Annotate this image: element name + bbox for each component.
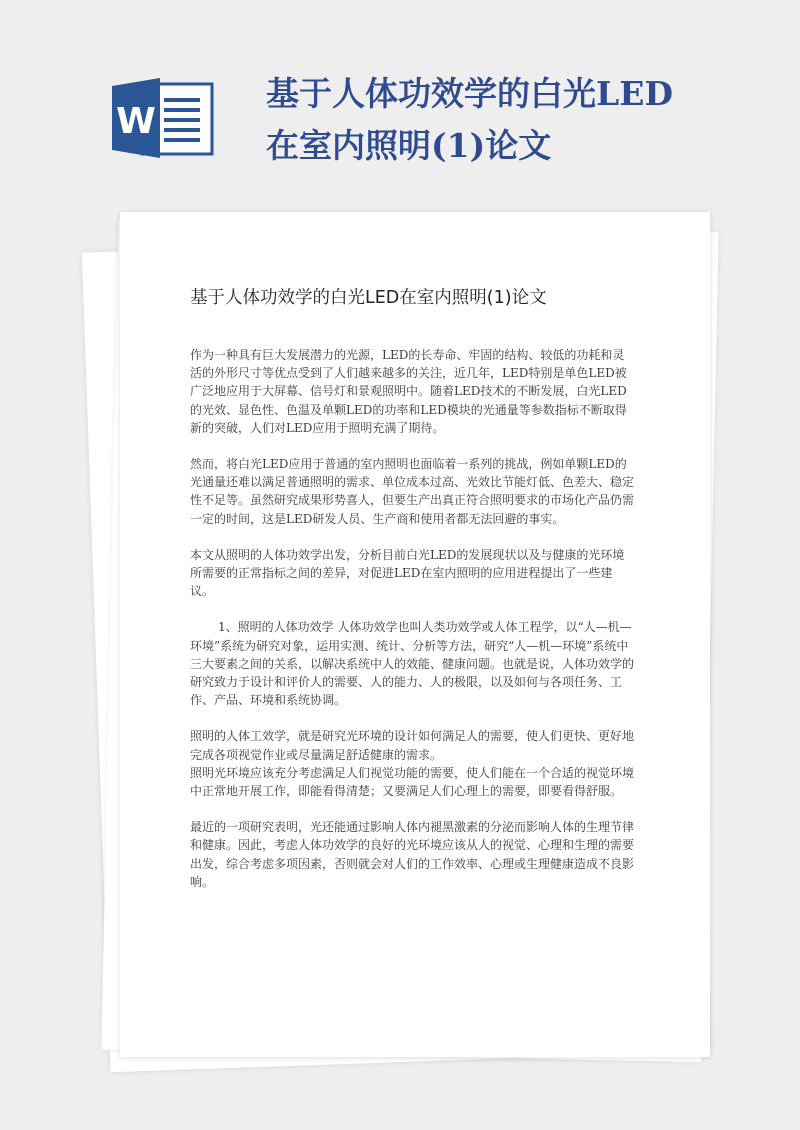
paragraph-4: 1、照明的人体功效学 人体功效学也叫人类功效学或人体工程学，以“人—机—环境”系统为研究对象，运用实测、统计、分析等方法，研究“人—机—环境”系统中三大要素之间的关系，以解决系统中人的效能、健康问题。也就是说，人体功效学的研究致力于设计和评价人的需要、人的能力、人的极限，以及如何与各项任务、工作、产品、环境和系统协调。: [190, 620, 635, 708]
header-title-line2: 在室内照明(1)论文: [266, 126, 552, 165]
header-banner: [0, 0, 800, 200]
word-doc-icon: [112, 78, 214, 158]
paragraph-1: 作为一种具有巨大发展潜力的光源，LED的长寿命、牢固的结构、较低的功耗和灵活的外形尺寸等优点受到了人们越来越多的关注，近几年，LED特别是单色LED被广泛地应用于大屏幕、信号灯和景观照明中。随着LED技术的不断发展，白光LED的光效、显色性、色温及单颗LED的功率和LED模块的光通量等参数指标不断取得新的突破，人们对LED应用于照明充满了期待。: [190, 348, 627, 435]
header-title-line1: 基于人体功效学的白光LED: [266, 74, 673, 113]
header-title: [266, 68, 766, 172]
paragraph-6: 照明光环境应该充分考虑满足人们视觉功能的需要，使人们能在一个合适的视觉环境中正常地开展工作，即能看得清楚；又要满足人们心理上的需要，即要看得舒服。: [190, 765, 635, 799]
paragraph-5: 照明的人体工效学，就是研究光环境的设计如何满足人的需要，使人们更快、更好地完成各项视觉作业或尽量满足舒适健康的需求。: [190, 729, 635, 762]
document-page: [120, 212, 710, 1057]
document-body: [190, 346, 635, 909]
paragraph-2: 然而，将白光LED应用于普通的室内照明也面临着一系列的挑战，例如单颗LED的光通量还难以满足普通照明的需求、单位成本过高、光效比节能灯低、色差大、稳定性不足等。虽然研究成果形势喜人，但要生产出真正符合照明要求的市场化产品仍需一定的时间，这是LED研发人员、生产商和使用者都无法回避的事实。: [190, 457, 635, 526]
document-title: 基于人体功效学的白光LED在室内照明(1)论文: [190, 288, 547, 308]
word-icon-letter: W: [116, 101, 156, 142]
paragraph-7: 最近的一项研究表明，光还能通过影响人体内褪黑激素的分泌而影响人体的生理节律和健康。因此，考虑人体功效学的良好的光环境应该从人的视觉、心理和生理的需要出发，综合考虑多项因素，否则就会对人们的工作效率、心理或生理健康造成不良影响。: [190, 820, 635, 889]
paragraph-3: 本文从照明的人体功效学出发，分析目前白光LED的发展现状以及与健康的光环境所需要的正常指标之间的差异，对促进LED在室内照明的应用进程提出了一些建议。: [190, 547, 625, 599]
